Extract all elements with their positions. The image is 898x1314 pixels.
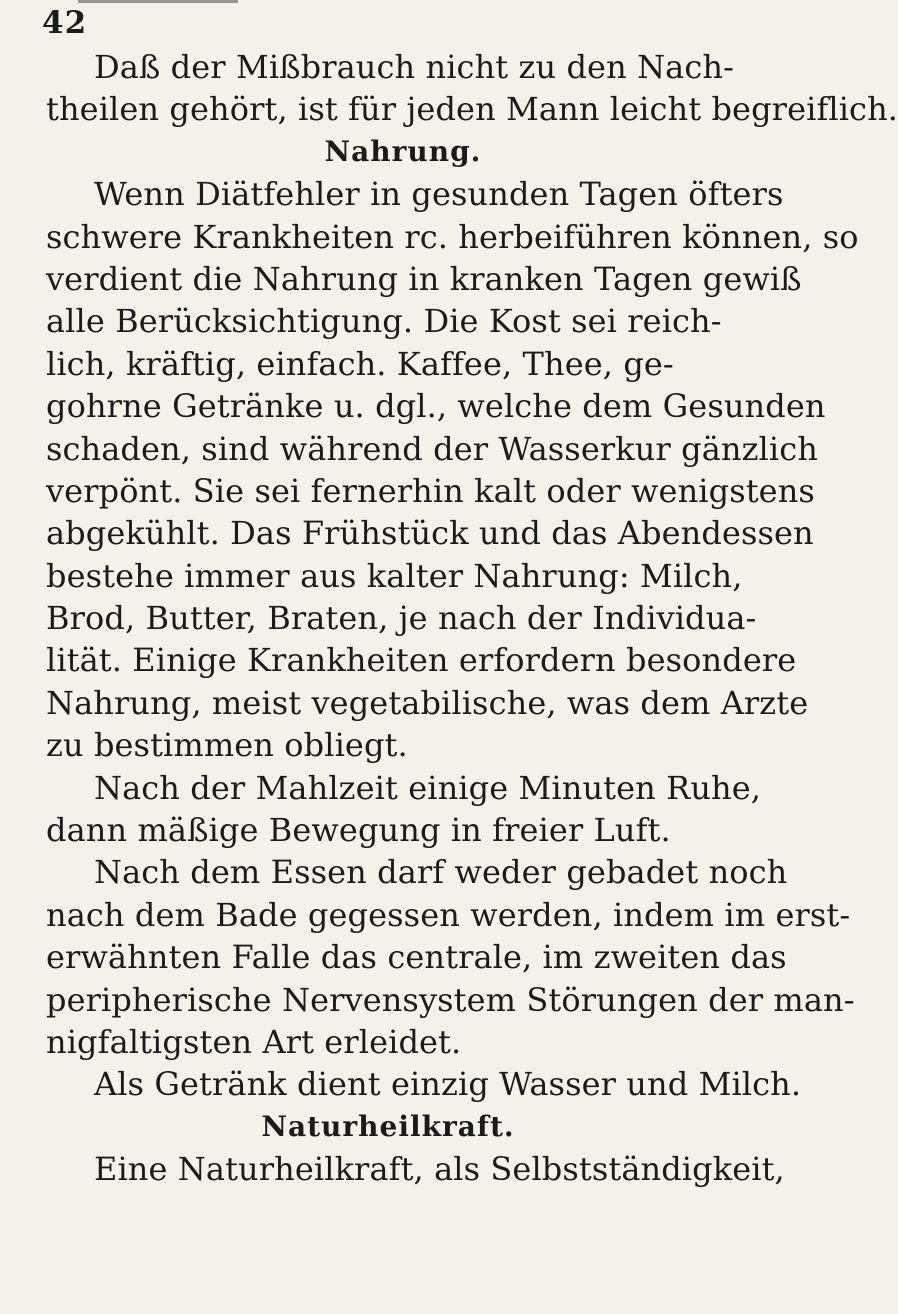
section-heading-nahrung: Nahrung. <box>324 134 482 168</box>
text-line: Nahrung, meist vegetabilische, was dem Arzte <box>46 683 809 722</box>
text-line: gohrne Getränke u. dgl., welche dem Gesunden <box>46 387 826 426</box>
text-line: Als Getränk dient einzig Wasser und Milch. <box>94 1065 802 1104</box>
text-line: verpönt. Sie sei fernerhin kalt oder wenigstens <box>46 471 815 510</box>
page-number: 42 <box>42 5 88 41</box>
text-line: lich, kräftig, einfach. Kaffee, Thee, ge- <box>46 344 674 383</box>
text-line: lität. Einige Krankheiten erfordern besondere <box>46 641 797 680</box>
text-line: Wenn Diätfehler in gesunden Tagen öfters <box>94 175 784 214</box>
text-line: schwere Krankheiten rc. herbeiführen können, so <box>46 217 859 256</box>
text-line: zu bestimmen obliegt. <box>46 726 408 765</box>
text-line: Nach der Mahlzeit einige Minuten Ruhe, <box>94 768 762 807</box>
text-line: bestehe immer aus kalter Nahrung: Milch, <box>46 556 743 595</box>
text-line: alle Berücksichtigung. Die Kost sei reich- <box>46 302 722 341</box>
text-line: schaden, sind während der Wasserkur gänzlich <box>46 429 818 468</box>
section-heading-naturheilkraft: Naturheilkraft. <box>261 1109 515 1143</box>
text-line: verdient die Nahrung in kranken Tagen gewiß <box>46 259 802 298</box>
text-line: Eine Naturheilkraft, als Selbstständigkeit, <box>94 1150 785 1189</box>
text-line: dann mäßige Bewegung in freier Luft. <box>46 811 671 850</box>
text-line: nach dem Bade gegessen werden, indem im erst- <box>46 895 851 934</box>
text-line: erwähnten Falle das centrale, im zweiten das <box>46 938 787 977</box>
text-line: Daß der Mißbrauch nicht zu den Nach- <box>94 48 734 86</box>
text-line: Nach dem Essen darf weder gebadet noch <box>94 853 788 892</box>
text-line: peripherische Nervensystem Störungen der man- <box>46 980 855 1019</box>
text-line: Brod, Butter, Braten, je nach der Individua- <box>46 599 757 638</box>
text-line: abgekühlt. Das Frühstück und das Abendessen <box>46 514 814 553</box>
body-text <box>46 46 898 1191</box>
text-line: theilen gehört, ist für jeden Mann leicht begreiflich. <box>46 90 898 129</box>
top-rule <box>78 0 238 3</box>
text-line: nigfaltigsten Art erleidet. <box>46 1022 462 1061</box>
